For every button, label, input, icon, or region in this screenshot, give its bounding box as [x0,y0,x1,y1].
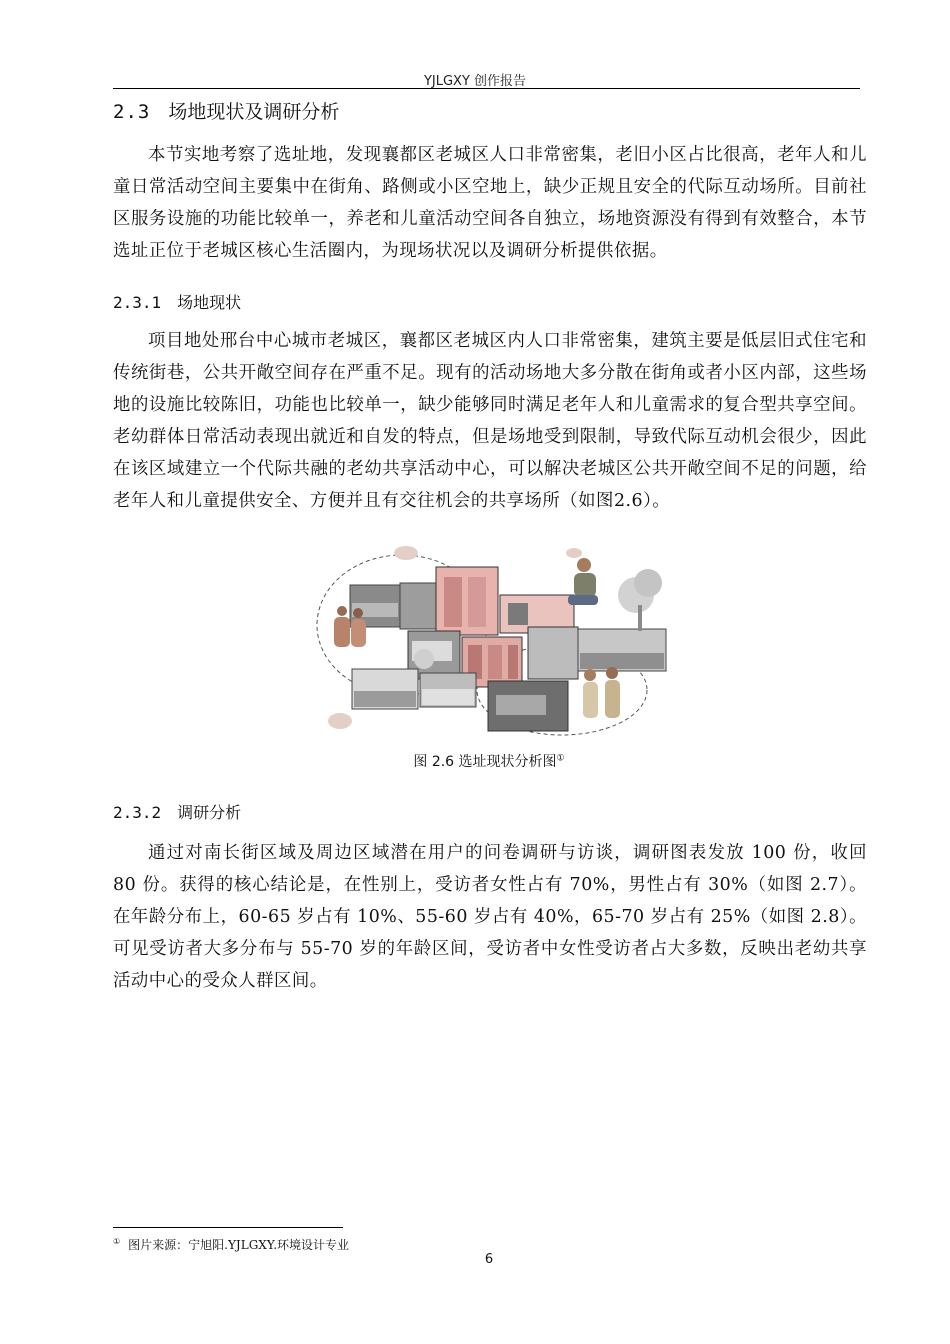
footnote-mark: ① [113,1237,121,1246]
subsection-heading-site-status [113,290,241,313]
subsection-title: 场地现状 [177,293,242,312]
subsection-number: 2.3.2 [113,803,162,822]
section-number: 2.3 [113,101,151,123]
footnote-reference: ① [556,753,565,764]
subsection-title: 调研分析 [177,803,242,822]
survey-paragraph: 通过对南长街区域及周边区域潜在用户的问卷调研与访谈，调研图表发放 100 份，收回 80 份。获得的核心结论是，在性别上，受访者女性占有 70%，男性占有 30%（如图 2.7）。在年龄分布上，60-65 岁占有 10%、55-60 岁占有 40%，65-70 岁占有 25%（如图 2.8）。可见受访者大多分布与 55-70 岁的年龄区间，受访者中女性受访者占大多数，反映出老幼共享活动中心的受众人群区间。 [113,843,867,991]
footnote-divider [113,1227,343,1228]
section-title: 场地现状及调研分析 [168,101,340,123]
footnote [113,1236,349,1253]
footnote-text: 图片来源：宁旭阳.YJLGXY.环境设计专业 [128,1238,350,1252]
figure-caption-text: 图 2.6 选址现状分析图 [413,754,557,770]
figure-caption [0,751,950,771]
running-header: YJLGXY 创作报告 [423,74,527,89]
section-intro-paragraph: 本节实地考察了选址地，发现襄都区老城区人口非常密集，老旧小区占比很高，老年人和儿童日常活动空间主要集中在街角、路侧或小区空地上，缺少正规且安全的代际互动场所。目前社区服务设施的功能比较单一，养老和儿童活动空间各自独立，场地资源没有得到有效整合，本节选址正位于老城区核心生活圈内，为现场状况以及调研分析提供依据。 [113,145,867,261]
page-number: 6 [484,1252,494,1267]
header-divider [113,88,860,89]
section-heading [113,97,339,124]
subsection-number: 2.3.1 [113,293,162,312]
site-status-paragraph: 项目地处邢台中心城市老城区，襄都区老城区内人口非常密集，建筑主要是低层旧式住宅和传统街巷，公共开敞空间存在严重不足。现有的活动场地大多分散在街角或者小区内部，这些场地的设施比较陈旧，功能也比较单一，缺少能够同时满足老年人和儿童需求的复合型共享空间。老幼群体日常活动表现出就近和自发的特点，但是场地受到限制，导致代际互动机会很少，因此在该区域建立一个代际共融的老幼共享活动中心，可以解决老城区公共开敞空间不足的问题，给老年人和儿童提供安全、方便并且有交往机会的共享场所（如图2.6）。 [113,331,867,511]
subsection-heading-survey [113,800,241,823]
site-analysis-figure [312,545,670,737]
collage-image [312,545,670,737]
